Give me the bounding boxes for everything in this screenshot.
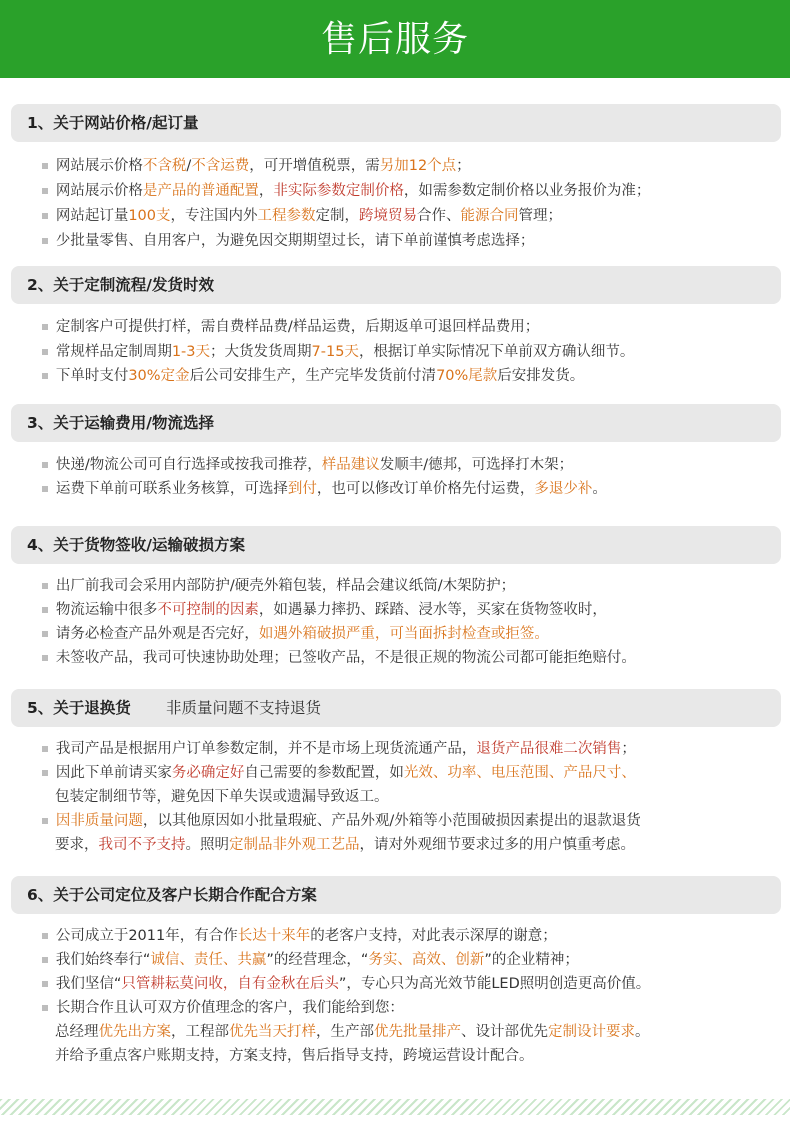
text-run: 30%定金 (128, 368, 190, 384)
text-run: 到付 (287, 481, 317, 497)
text-run: 后安排发货。 (497, 368, 585, 384)
text-run: ，以其他原因如小批量瑕疵、产品外观/外箱等小范围破损因素提出的退款退货 (142, 813, 641, 829)
text-run: 。 (635, 1024, 650, 1040)
list-item (42, 315, 539, 339)
text-run: ，如遇暴力摔扔、踩踏、浸水等，买家在货物签收时， (258, 602, 607, 618)
text-run: 只管耕耘莫问收，自有金秋在后头 (121, 976, 339, 992)
text-run: 能源合同 (460, 208, 519, 224)
list-item (42, 924, 557, 948)
text-run: 网站展示价格 (55, 183, 143, 199)
section-title-1: 1、关于网站价格/起订量 (27, 114, 199, 132)
text-run: 物流运输中很多 (55, 602, 158, 618)
section-title-2: 2、关于定制流程/发货时效 (27, 276, 214, 294)
text-run: 自己需要的参数配置，如 (244, 765, 404, 781)
text-run: 非实际参数定制价格 (273, 183, 404, 199)
text-run: ； (456, 158, 471, 174)
list-item (42, 737, 636, 761)
text-run: 1-3天 (171, 344, 211, 360)
text-run: 的老客户支持，对此表示深厚的谢意； (310, 928, 557, 944)
text-run: ； (621, 741, 636, 757)
list-item (42, 179, 650, 203)
text-run: 我司不予支持 (98, 837, 186, 853)
list-item (42, 622, 549, 646)
text-run: ，可开增值税票，需 (249, 158, 380, 174)
text-run: ， (258, 183, 274, 199)
text-run: 多退少补 (534, 481, 593, 497)
text-run: 跨境贸易 (359, 208, 418, 224)
list-item (42, 453, 573, 477)
text-run: 并给予重点客户账期支持，方案支持，售后指导支持，跨境运营设计配合。 (55, 1048, 534, 1064)
text-run: 不含税 (142, 158, 187, 174)
list-item (42, 204, 562, 228)
text-run: 出厂前我司会采用内部防护/硬壳外箱包装，样品会建议纸筒/木架防护； (55, 578, 516, 594)
text-run: 定制品非外观工艺品 (229, 837, 360, 853)
text-run: 如遇外箱破损严重，可当面拆封检查或拒签。 (258, 626, 549, 642)
text-run: 不含运费 (191, 158, 250, 174)
text-run: 我们坚信“ (55, 976, 122, 992)
text-run: 定制设计要求 (548, 1024, 635, 1040)
section-title-5: 5、关于退换货 (27, 699, 131, 717)
text-run: 光效、功率、电压范围、产品尺寸、 (403, 765, 636, 781)
text-run: 。 (592, 481, 607, 497)
list-item (42, 972, 650, 996)
text-run: 另加12个点 (379, 158, 457, 174)
text-run: 要求， (55, 837, 99, 853)
section-header-2 (11, 266, 781, 304)
text-run: 请务必检查产品外观是否完好， (55, 626, 259, 642)
text-run: 总经理 (55, 1024, 99, 1040)
list-item (42, 477, 607, 501)
text-run: 长达十来年 (237, 928, 311, 944)
section-header-3 (11, 404, 781, 442)
text-run: 长期合作且认可双方价值理念的客户，我们能给到您： (55, 1000, 404, 1016)
list-item (42, 996, 404, 1020)
text-run: 后公司安排生产，生产完毕发货前付清 (189, 368, 437, 384)
text-run: 不可控制的因素 (157, 602, 259, 618)
text-run: 优先当天打样 (229, 1024, 316, 1040)
text-run: 7-15天 (311, 344, 359, 360)
text-run: 务必确定好 (171, 765, 245, 781)
section-title-4: 4、关于货物签收/运输破损方案 (27, 536, 245, 554)
text-run: 工程参数 (257, 208, 316, 224)
list-item (42, 574, 515, 598)
text-run: 合作、 (417, 208, 461, 224)
page-title: 售后服务 (320, 19, 469, 60)
text-run: ，生产部 (316, 1024, 374, 1040)
text-run: 是产品的普通配置 (142, 183, 259, 199)
text-run: ”，专心只为高光效节能LED照明创造更高价值。 (338, 976, 651, 992)
text-run: 务实、高效、创新 (368, 952, 485, 968)
text-run: 定制客户可提供打样，需自费样品费/样品运费，后期返单可退回样品费用； (55, 319, 540, 335)
text-run: / (186, 158, 192, 174)
text-run: 快递/物流公司可自行选择或按我司推荐， (55, 457, 322, 473)
text-run: 公司成立于2011年，有合作 (55, 928, 238, 944)
text-run: 因非质量问题 (55, 813, 143, 829)
text-run: 运费下单前可联系业务核算，可选择 (55, 481, 288, 497)
section-header-5 (11, 689, 781, 727)
list-item (42, 364, 584, 388)
list-item-continuation (55, 833, 635, 857)
section-header-4 (11, 526, 781, 564)
section-subtitle-5: 非质量问题不支持退货 (166, 699, 322, 717)
list-item (42, 598, 607, 622)
text-run: 网站起订量 (55, 208, 129, 224)
list-item-continuation (55, 1044, 534, 1068)
list-item (42, 948, 579, 972)
text-run: 优先批量排产 (374, 1024, 461, 1040)
text-run: 70%尾款 (436, 368, 498, 384)
section-title-6: 6、关于公司定位及客户长期合作配合方案 (27, 886, 317, 904)
text-run: 发顺丰/德邦，可选择打木架； (379, 457, 574, 473)
text-run: 少批量零售、自用客户，为避免因交期期望过长，请下单前谨慎考虑选择； (55, 233, 535, 249)
list-item (42, 646, 636, 670)
list-item (42, 154, 471, 178)
text-run: ”的企业精神； (484, 952, 579, 968)
text-run: 下单时支付 (55, 368, 129, 384)
banner (0, 0, 790, 78)
text-run: ；大货发货周期 (210, 344, 312, 360)
text-run: 网站展示价格 (55, 158, 143, 174)
text-run: 我司产品是根据用户订单参数定制，并不是市场上现货流通产品， (55, 741, 477, 757)
text-run: 。照明 (185, 837, 229, 853)
list-item-continuation (55, 785, 389, 809)
text-run: ，根据订单实际情况下单前双方确认细节。 (358, 344, 635, 360)
text-run: 、设计部优先 (461, 1024, 548, 1040)
text-run: 因此下单前请买家 (55, 765, 172, 781)
text-run: 常规样品定制周期 (55, 344, 172, 360)
text-run: ，工程部 (171, 1024, 229, 1040)
text-run: ，专注国内外 (170, 208, 258, 224)
section-title-3: 3、关于运输费用/物流选择 (27, 414, 214, 432)
section-header-1 (11, 104, 781, 142)
text-run: ，请对外观细节要求过多的用户慎重考虑。 (359, 837, 635, 853)
text-run: 样品建议 (321, 457, 380, 473)
text-run: 未签收产品，我司可快速协助处理；已签收产品，不是很正规的物流公司都可能拒绝赔付。 (55, 650, 636, 666)
list-item (42, 761, 636, 785)
text-run: 定制， (315, 208, 360, 224)
text-run: 优先出方案 (98, 1024, 171, 1040)
footer-stripe (0, 1099, 790, 1115)
list-item (42, 340, 634, 364)
section-header-6 (11, 876, 781, 914)
text-run: 100支 (128, 208, 171, 224)
text-run: 包装定制细节等，避免因下单失误或遗漏导致返工。 (55, 789, 389, 805)
text-run: ，也可以修改订单价格先付运费， (316, 481, 535, 497)
text-run: 我们始终奉行“ (55, 952, 151, 968)
text-run: ”的经营理念，“ (266, 952, 369, 968)
text-run: ，如需参数定制价格以业务报价为准； (403, 183, 651, 199)
list-item (42, 809, 641, 833)
list-item-continuation (55, 1020, 650, 1044)
text-run: 诚信、责任、共赢 (150, 952, 267, 968)
list-item (42, 229, 534, 253)
text-run: 退货产品很难二次销售 (476, 741, 622, 757)
text-run: 管理； (518, 208, 563, 224)
